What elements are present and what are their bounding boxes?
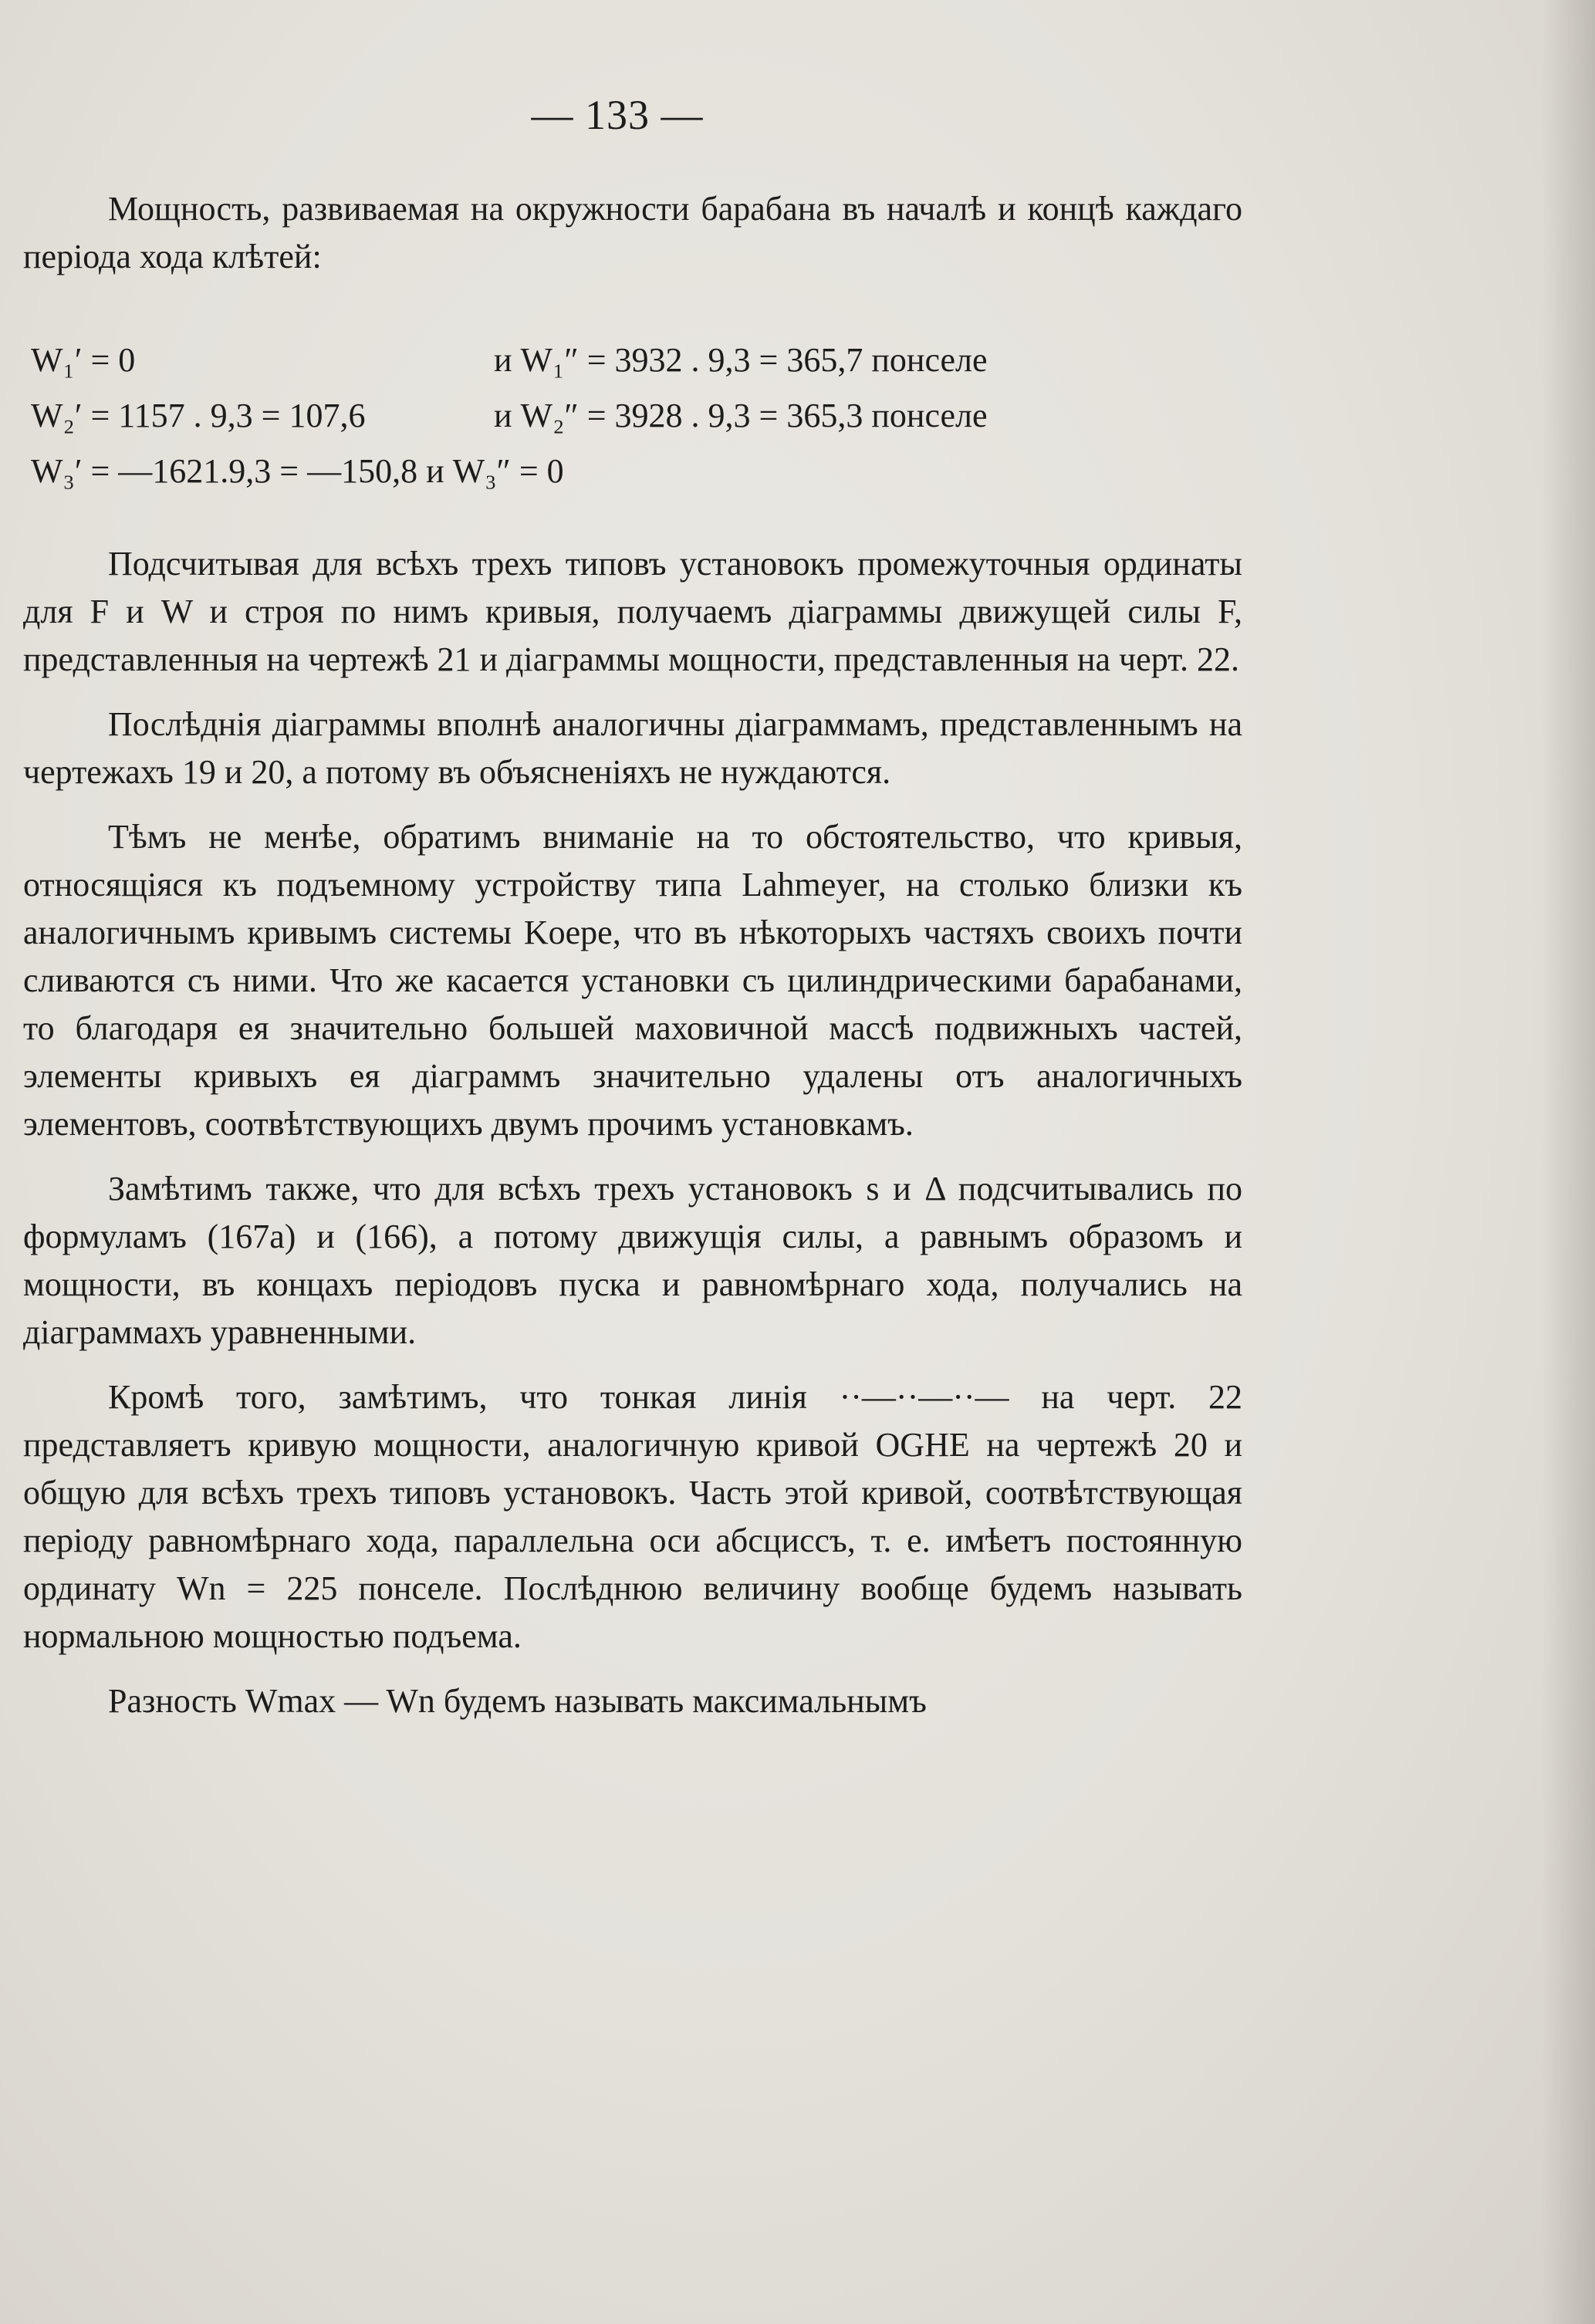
page-number: — 133 —: [531, 92, 704, 138]
formula-2-right: и W₂″ = 3928 . 9,3 = 365,3 понселе: [494, 397, 988, 434]
intro-paragraph: Мощность, развиваемая на окружности барабана въ началѣ и концѣ каждаго періода хода клѣтей:: [23, 190, 1242, 275]
body-text: [23, 540, 1242, 1725]
paragraph-difference: Разность Wmax — Wn будемъ называть максимальнымъ: [108, 1682, 927, 1720]
intro-block: [23, 185, 1242, 281]
paragraph-formulas: Замѣтимъ также, что для всѣхъ трехъ установокъ s и Δ подсчитывались по формуламъ (167а) и (166), а потому движущія силы, а равнымъ образомъ и мощности, въ концахъ періодовъ пуска и равномѣрнаго хода, получались на діаграммахъ уравненными.: [23, 1170, 1242, 1351]
formula-1-left: W₁′ = 0: [31, 341, 136, 379]
paragraph-curves: Тѣмъ не менѣе, обратимъ вниманіе на то обстоятельство, что кривыя, относящіяся къ подъемному устройству типа Lahmeyer, на столько близки къ аналогичнымъ кривымъ системы Koepe, что въ нѣкоторыхъ частяхъ своихъ почти сливаются съ ними. Что же касается установки съ цилиндрическими барабанами, то благодаря ея значительно большей маховичной массѣ подвижныхъ частей, элементы кривыхъ ея діаграммъ значительно удалены отъ аналогичныхъ элементовъ, соотвѣтствующихъ двумъ прочимъ установкамъ.: [23, 818, 1242, 1143]
formula-2-left: W₂′ = 1157 . 9,3 = 107,6: [31, 397, 366, 434]
paragraph-thin-line: Кромѣ того, замѣтимъ, что тонкая линія ··—··—··— на черт. 22 представляетъ кривую мощности, аналогичную кривой OGHE на чертежѣ 20 и общую для всѣхъ трехъ типовъ установокъ. Часть этой кривой, соотвѣтствующая періоду равномѣрнаго хода, параллельна оси абсциссъ, т. е. имѣетъ постоянную ординату Wn = 225 понселе. Послѣднюю величину вообще будемъ называть нормальною мощностью подъема.: [23, 1378, 1242, 1655]
formula-3-left: W₃′ = —1621.9,3 = —150,8 и W₃″ = 0: [31, 452, 564, 490]
formula-1-right: и W₁″ = 3932 . 9,3 = 365,7 понселе: [494, 341, 988, 379]
paragraph-analogous: Послѣднія діаграммы вполнѣ аналогичны діаграммамъ, представленнымъ на чертежахъ 19 и 20, а потому въ объясненіяхъ не нуждаются.: [23, 705, 1242, 791]
page-edge-shadow: [1541, 0, 1595, 2324]
paragraph-diagrams: Подсчитывая для всѣхъ трехъ типовъ установокъ промежуточныя ординаты для F и W и строя по нимъ кривыя, получаемъ діаграммы движущей силы F, представленныя на чертежѣ 21 и діаграммы мощности, представленныя на черт. 22.: [23, 545, 1242, 678]
formula-line-1: [31, 336, 988, 384]
formula-line-2: [31, 392, 988, 440]
formula-line-3: [31, 448, 564, 495]
